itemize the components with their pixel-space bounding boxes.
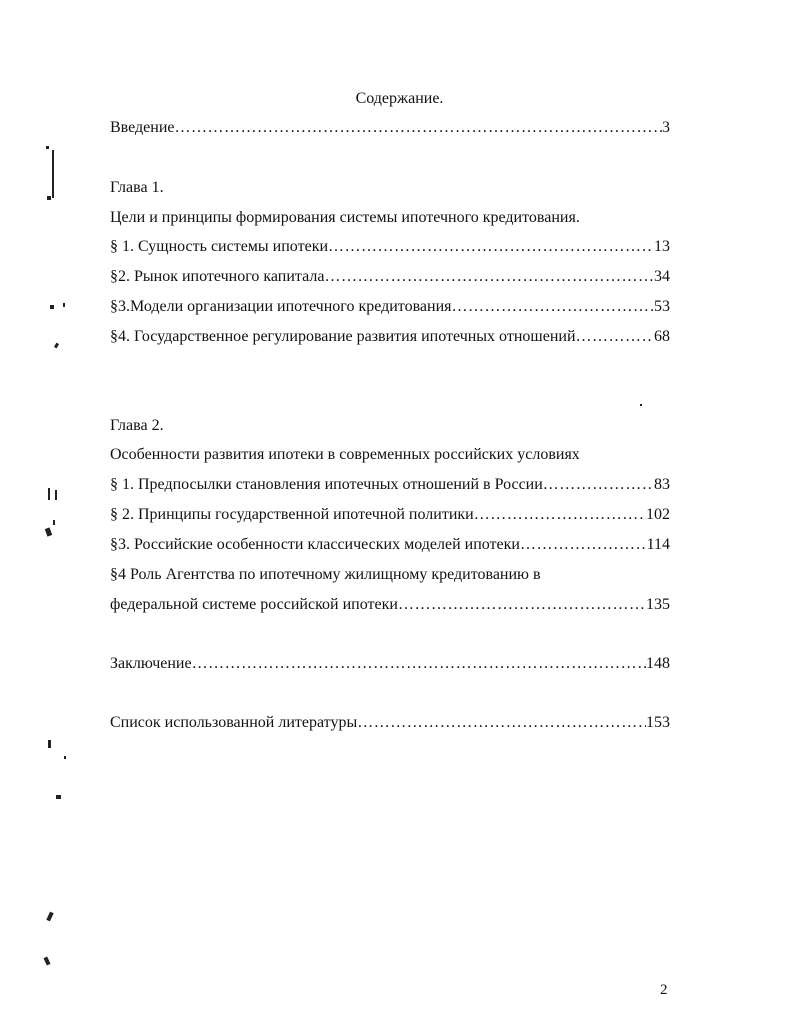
toc-leader-dots [192,654,646,674]
toc-label: Список использованной литературы [110,714,358,731]
scan-mark [55,490,57,500]
scan-mark [53,520,55,525]
scan-mark [46,912,53,922]
toc-label: § 2. Принципы государственной ипотечной политики [110,506,474,523]
toc-entry-ch1-s2 [110,267,670,287]
toc-entry-ch1-s3 [110,297,670,317]
toc-page-number: 53 [654,298,670,315]
page-title: Содержание. [355,90,444,107]
toc-entry-ch2-s3 [110,535,670,555]
scan-mark [640,404,642,406]
chapter-2-heading: Глава 2. [110,417,164,434]
toc-label: федеральной системе российской ипотеки [110,596,398,613]
toc-entry-ch2-s1 [110,475,670,495]
toc-leader-dots [175,118,663,138]
toc-leader-dots [324,267,654,287]
toc-entry-ch1-s1 [110,237,670,257]
toc-page-number: 102 [646,506,670,523]
toc-label: §3. Российские особенности классических моделей ипотеки [110,536,520,553]
scan-mark [47,196,51,200]
toc-leader-dots [576,327,655,347]
toc-page-number: 83 [654,476,670,493]
toc-leader-dots [398,595,646,615]
page-number: 2 [660,982,668,998]
scan-mark [56,795,61,799]
toc-leader-dots [520,535,647,555]
toc-leader-dots [543,475,654,495]
scan-mark [48,488,50,500]
scan-mark [46,146,49,149]
toc-label: §2. Рынок ипотечного капитала [110,268,325,285]
scan-mark [50,305,54,309]
scan-mark [45,527,52,536]
toc-label: Заключение [110,655,192,672]
toc-page-number: 153 [646,714,670,731]
toc-entry-conclusion [110,654,670,674]
scan-mark [43,957,50,966]
toc-page-number: 13 [654,238,670,255]
toc-entry-ch2-s4-line1: §4 Роль Агентства по ипотечному жилищному кредитованию в [110,566,541,583]
scan-mark [54,343,59,349]
toc-entry-ch2-s2 [110,505,670,525]
toc-entry-references [110,713,670,733]
scan-mark [52,150,54,198]
toc-entry-intro [110,118,670,138]
toc-label: § 1. Сущность системы ипотеки [110,238,329,255]
toc-entry-ch2-s4 [110,595,670,615]
toc-leader-dots [328,237,654,257]
toc-leader-dots [474,505,646,525]
chapter-1-subtitle: Цели и принципы формирования системы ипотечного кредитования. [110,209,580,226]
scan-mark [64,756,66,759]
toc-leader-dots [357,713,646,733]
toc-label: Введение [110,119,175,136]
toc-page-number: 114 [646,536,670,553]
toc-label: §3.Модели организации ипотечного кредитования [110,298,452,315]
toc-page-number: 68 [654,328,670,345]
toc-page-number: 135 [646,596,670,613]
toc-page-number: 3 [662,119,670,136]
toc-label: § 1. Предпосылки становления ипотечных отношений в России [110,476,543,493]
toc-page-number: 148 [646,655,670,672]
scan-mark [48,740,51,748]
toc-entry-ch1-s4 [110,327,670,347]
toc-label: §4. Государственное регулирование развития ипотечных отношений [110,328,576,345]
chapter-2-subtitle: Особенности развития ипотеки в современных российских условиях [110,446,580,463]
chapter-1-heading: Глава 1. [110,179,164,196]
toc-page-number: 34 [654,268,670,285]
toc-leader-dots [452,297,654,317]
scan-mark [63,303,65,307]
